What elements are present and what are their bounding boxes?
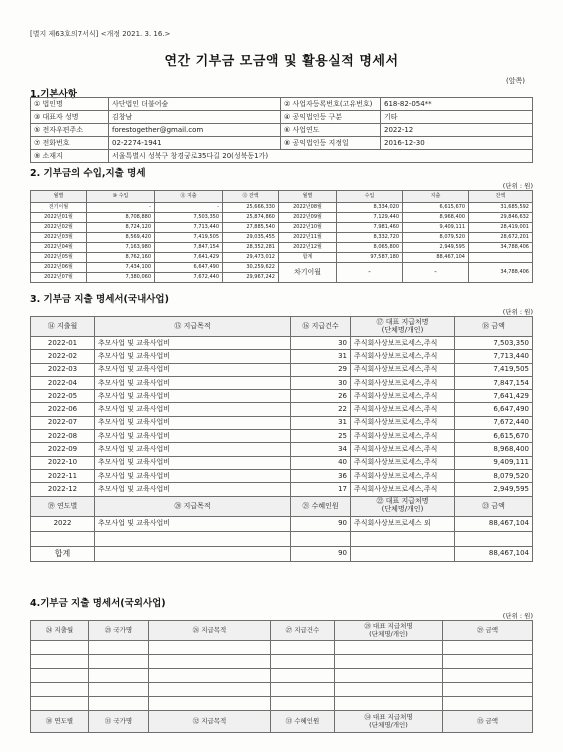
table-header-row <box>31 317 533 337</box>
purpose-cell: 추모사업 및 교육사업비 <box>95 350 291 363</box>
month-cell: 2022-05 <box>31 390 95 403</box>
month-cell: 2022년07월 <box>31 273 87 283</box>
balance-cell: 29,473,012 <box>223 253 279 263</box>
purpose-cell: 추모사업 및 교육사업비 <box>95 376 291 389</box>
field-label: ⑧ 공익법인등 지정일 <box>281 137 381 150</box>
payee-cell: 주식회사상보프로세스,주식 <box>351 350 455 363</box>
empty-cell <box>351 531 455 546</box>
month-cell: 2022-01 <box>31 337 95 350</box>
column-header <box>351 496 455 516</box>
table-header-row <box>31 621 533 641</box>
count-cell: 31 <box>291 416 351 429</box>
empty-cell <box>455 531 533 546</box>
payee-cell: 주식회사상보프로세스,주식 <box>351 430 455 443</box>
amount-cell: 7,503,350 <box>455 337 533 350</box>
field-value: 김창남 <box>109 111 281 124</box>
carry-over-balance: 34,788,406 <box>469 263 533 283</box>
balance-cell: 31,685,592 <box>469 203 533 213</box>
empty-cell <box>89 697 149 711</box>
income-cell: 7,129,440 <box>337 213 403 223</box>
count-cell: 31 <box>291 350 351 363</box>
front-label: (앞쪽) <box>506 77 525 85</box>
amount-cell: 7,713,440 <box>455 350 533 363</box>
income-cell: 8,708,880 <box>87 213 155 223</box>
column-header: ㉕ 국가명 <box>89 621 149 641</box>
field-value: 618-82-054** <box>381 98 533 111</box>
empty-cell <box>335 655 443 669</box>
table-row <box>31 655 533 669</box>
month-cell: 2022-12 <box>31 483 95 496</box>
month-cell: 2022년03월 <box>31 233 87 243</box>
empty-cell <box>149 683 271 697</box>
table-row <box>31 223 533 233</box>
basic-info-row <box>31 111 533 124</box>
domestic-expense-table <box>30 316 533 562</box>
table-header-row <box>31 711 533 733</box>
count-cell: 22 <box>291 403 351 416</box>
purpose-cell: 추모사업 및 교육사업비 <box>95 443 291 456</box>
purpose-cell: 추모사업 및 교육사업비 <box>95 416 291 429</box>
empty-cell <box>271 697 335 711</box>
month-cell: 2022년08월 <box>279 203 337 213</box>
count-cell: 30 <box>291 337 351 350</box>
payee-cell: 주식회사상보프로세스,주식 <box>351 376 455 389</box>
expense-cell: 2,949,595 <box>403 243 469 253</box>
payee-cell: 주식회사상보프로세스,주식 <box>351 363 455 376</box>
table-row <box>31 531 533 546</box>
column-header: ⑫ 잔액 <box>223 191 279 203</box>
empty-cell <box>271 683 335 697</box>
field-value: 사단법인 더불어숲 <box>109 98 281 111</box>
payee-cell: 주식회사상보프로세스,주식 <box>351 337 455 350</box>
empty-cell <box>335 683 443 697</box>
table-row <box>31 390 533 403</box>
amount-cell: 7,847,154 <box>455 376 533 389</box>
empty-cell <box>89 683 149 697</box>
table-row <box>31 363 533 376</box>
balance-cell: 29,035,455 <box>223 233 279 243</box>
column-header: ⑪ 지출 <box>155 191 223 203</box>
column-header: ㉛ 국가명 <box>89 711 149 733</box>
header-line: ⑰ 대표 지급처명 <box>376 317 429 326</box>
column-header <box>351 317 455 337</box>
month-cell: 2022-06 <box>31 403 95 416</box>
month-cell: 2022-04 <box>31 376 95 389</box>
table-row <box>31 430 533 443</box>
header-line: (단체명/개인) <box>369 629 408 638</box>
expense-cell: 7,641,429 <box>155 253 223 263</box>
field-label: ④ 공익법인등 구분 <box>281 111 381 124</box>
expense-cell: - <box>155 203 223 213</box>
expense-cell: 6,647,490 <box>155 263 223 273</box>
column-header: ㉟ 금액 <box>443 711 533 733</box>
column-header: 월별 <box>279 191 337 203</box>
total-label: 합계 <box>31 546 95 561</box>
field-value: 02-2274-1941 <box>109 137 281 150</box>
total-row <box>31 546 533 561</box>
table-row <box>31 516 533 531</box>
table-row <box>31 683 533 697</box>
table-row <box>31 243 533 253</box>
unit-label: (단위 : 원) <box>502 308 533 316</box>
month-cell: 2022년09월 <box>279 213 337 223</box>
header-line: ㉘ 대표 지급처명 <box>364 622 413 631</box>
section-3-heading: 3. 기부금 지출 명세서(국내사업) <box>30 294 169 305</box>
amount-cell: 88,467,104 <box>455 516 533 531</box>
column-header: ㉔ 지출월 <box>31 621 89 641</box>
expense-cell: 7,713,440 <box>155 223 223 233</box>
purpose-cell: 추모사업 및 교육사업비 <box>95 363 291 376</box>
column-header: ⑳ 지급목적 <box>95 496 291 516</box>
balance-cell: 29,967,242 <box>223 273 279 283</box>
column-header: 지출 <box>403 191 469 203</box>
payee-cell: 주식회사상보프로세스,주식 <box>351 416 455 429</box>
payee-cell: 주식회사상보프로세스,주식 <box>351 456 455 469</box>
month-cell: 2022-10 <box>31 456 95 469</box>
table-row <box>31 443 533 456</box>
column-header: ⑲ 연도별 <box>31 496 95 516</box>
column-header <box>335 711 443 733</box>
month-cell: 2022-09 <box>31 443 95 456</box>
month-cell: 2022-07 <box>31 416 95 429</box>
income-cell: 7,434,100 <box>87 263 155 273</box>
balance-cell: 27,885,540 <box>223 223 279 233</box>
table-row <box>31 483 533 496</box>
payee-cell: 주식회사상보프로세스,주식 <box>351 390 455 403</box>
basic-info-row <box>31 150 533 163</box>
purpose-cell: 추모사업 및 교육사업비 <box>95 483 291 496</box>
amount-cell: 7,419,505 <box>455 363 533 376</box>
empty-cell <box>149 641 271 655</box>
month-cell: 2022년01월 <box>31 213 87 223</box>
field-value: 2022-12 <box>381 124 533 137</box>
section-1-heading: 1.기본사항 <box>30 89 77 100</box>
empty-cell <box>31 655 89 669</box>
amount-cell: 9,409,111 <box>455 456 533 469</box>
income-cell: 8,334,020 <box>337 203 403 213</box>
table-row <box>31 213 533 223</box>
empty-cell <box>149 669 271 683</box>
payee-cell: 주식회사상보프로세스,주식 <box>351 403 455 416</box>
income-cell: 8,569,420 <box>87 233 155 243</box>
purpose-cell: 추모사업 및 교육사업비 <box>95 430 291 443</box>
expense-cell: 9,409,111 <box>403 223 469 233</box>
empty-cell <box>95 546 291 561</box>
month-cell: 2022년05월 <box>31 253 87 263</box>
field-label: ② 사업자등록번호(고유번호) <box>281 98 381 111</box>
expense-cell: 7,847,154 <box>155 243 223 253</box>
table-row <box>31 669 533 683</box>
expense-cell: 6,615,670 <box>403 203 469 213</box>
field-value: 기타 <box>381 111 533 124</box>
overseas-expense-table <box>30 620 533 733</box>
count-cell: 29 <box>291 363 351 376</box>
amount-cell: 8,968,400 <box>455 443 533 456</box>
month-cell: 2022년06월 <box>31 263 87 273</box>
balance-cell: 29,846,632 <box>469 213 533 223</box>
payee-cell: 주식회사상보프로세스,주식 <box>351 483 455 496</box>
header-line: ㉞ 대표 지급처명 <box>364 713 413 722</box>
column-header: ⑮ 지급목적 <box>95 317 291 337</box>
field-value: 2016-12-30 <box>381 137 533 150</box>
empty-cell <box>89 669 149 683</box>
amount-cell: 2,949,595 <box>455 483 533 496</box>
table-row <box>31 456 533 469</box>
income-cell: 7,981,460 <box>337 223 403 233</box>
column-header: ⑯ 지급건수 <box>291 317 351 337</box>
expense-cell: 7,672,440 <box>155 273 223 283</box>
table-row <box>31 350 533 363</box>
income-cell: 7,163,980 <box>87 243 155 253</box>
empty-cell <box>149 655 271 669</box>
income-cell: - <box>87 203 155 213</box>
column-header: ㉑ 수혜인원 <box>291 496 351 516</box>
table-row <box>31 203 533 213</box>
field-value: forestogether@gmail.com <box>109 124 281 137</box>
amount-cell: 8,079,520 <box>455 469 533 482</box>
count-cell: 17 <box>291 483 351 496</box>
count-cell: 36 <box>291 469 351 482</box>
expense-cell: 8,079,520 <box>403 233 469 243</box>
form-label: [별지 제63호의7서식] <개정 2021. 3. 16.> <box>30 30 171 38</box>
empty-cell <box>335 697 443 711</box>
count-cell: 25 <box>291 430 351 443</box>
empty-cell <box>31 531 95 546</box>
income-cell: 8,762,160 <box>87 253 155 263</box>
basic-info-row <box>31 137 533 150</box>
month-cell: 2022-03 <box>31 363 95 376</box>
field-label: ⑤ 전자우편주소 <box>31 124 109 137</box>
balance-cell: 28,672,201 <box>469 233 533 243</box>
empty-cell <box>89 641 149 655</box>
header-line: ㉒ 대표 지급처명 <box>376 497 429 506</box>
column-header: ㉗ 지급건수 <box>271 621 335 641</box>
purpose-cell: 추모사업 및 교육사업비 <box>95 337 291 350</box>
column-header: ㉚ 연도별 <box>31 711 89 733</box>
count-cell: 40 <box>291 456 351 469</box>
month-cell: 2022-11 <box>31 469 95 482</box>
column-header: ⑩ 수입 <box>87 191 155 203</box>
income-cell: 8,065,800 <box>337 243 403 253</box>
empty-cell <box>31 669 89 683</box>
month-cell: 2022년10월 <box>279 223 337 233</box>
table-row <box>31 263 533 273</box>
expense-cell: 8,968,400 <box>403 213 469 223</box>
empty-cell <box>271 655 335 669</box>
empty-cell <box>95 531 291 546</box>
empty-cell <box>443 655 533 669</box>
carry-over-expense: - <box>403 263 469 283</box>
count-cell: 26 <box>291 390 351 403</box>
carry-over-income: - <box>337 263 403 283</box>
field-label: ① 법인명 <box>31 98 109 111</box>
empty-cell <box>149 697 271 711</box>
basic-info-table <box>30 97 533 163</box>
table-row <box>31 469 533 482</box>
table-row <box>31 233 533 243</box>
table-row <box>31 376 533 389</box>
field-label: ⑦ 전화번호 <box>31 137 109 150</box>
basic-info-row <box>31 98 533 111</box>
empty-cell <box>271 669 335 683</box>
month-cell: 전기이월 <box>31 203 87 213</box>
month-cell: 2022년12월 <box>279 243 337 253</box>
empty-cell <box>443 669 533 683</box>
payee-cell: 주식회사상보프로세스,주식 <box>351 443 455 456</box>
payee-cell: 주식회사상보프로세스 외 <box>351 516 455 531</box>
section-4-heading: 4.기부금 지출 명세서(국외사업) <box>30 598 166 609</box>
income-expense-table <box>30 190 533 283</box>
unit-label: (단위 : 원) <box>502 612 533 620</box>
recipients-cell: 90 <box>291 516 351 531</box>
total-amount: 88,467,104 <box>455 546 533 561</box>
header-line: (단체명/개인) <box>381 505 424 514</box>
balance-cell: 25,874,860 <box>223 213 279 223</box>
table-row <box>31 641 533 655</box>
total-balance-cell <box>469 253 533 263</box>
empty-cell <box>31 697 89 711</box>
field-label: ⑥ 사업연도 <box>281 124 381 137</box>
column-header: ㉜ 지급목적 <box>149 711 271 733</box>
table-row <box>31 253 533 263</box>
table-header-row <box>31 496 533 516</box>
payee-cell: 주식회사상보프로세스,주식 <box>351 469 455 482</box>
table-header-row <box>31 191 533 203</box>
table-row <box>31 403 533 416</box>
balance-cell: 28,419,001 <box>469 223 533 233</box>
column-header: ㉝ 수혜인원 <box>271 711 335 733</box>
purpose-cell: 추모사업 및 교육사업비 <box>95 516 291 531</box>
empty-cell <box>335 669 443 683</box>
empty-cell <box>443 697 533 711</box>
empty-cell <box>271 641 335 655</box>
unit-label: (단위 : 원) <box>502 182 533 190</box>
balance-cell: 34,788,406 <box>469 243 533 253</box>
table-row <box>31 337 533 350</box>
count-cell: 34 <box>291 443 351 456</box>
empty-cell <box>31 641 89 655</box>
amount-cell: 6,615,670 <box>455 430 533 443</box>
total-income-cell: 97,587,180 <box>337 253 403 263</box>
balance-cell: 25,666,330 <box>223 203 279 213</box>
year-cell: 2022 <box>31 516 95 531</box>
month-cell: 2022-02 <box>31 350 95 363</box>
document-title: 연간 기부금 모금액 및 활용실적 명세서 <box>164 54 399 69</box>
header-line: (단체명/개인) <box>381 325 424 334</box>
header-line: (단체명/개인) <box>369 720 408 729</box>
column-header: ⑭ 지출월 <box>31 317 95 337</box>
empty-cell <box>89 655 149 669</box>
purpose-cell: 추모사업 및 교육사업비 <box>95 403 291 416</box>
total-count: 90 <box>291 546 351 561</box>
expense-cell: 7,503,350 <box>155 213 223 223</box>
income-cell: 8,332,720 <box>337 233 403 243</box>
column-header: ㉖ 지급목적 <box>149 621 271 641</box>
total-label-cell: 합계 <box>279 253 337 263</box>
column-header: 월별 <box>31 191 87 203</box>
amount-cell: 7,641,429 <box>455 390 533 403</box>
amount-cell: 6,647,490 <box>455 403 533 416</box>
balance-cell: 30,259,622 <box>223 263 279 273</box>
purpose-cell: 추모사업 및 교육사업비 <box>95 469 291 482</box>
month-cell: 2022년11월 <box>279 233 337 243</box>
month-cell: 2022-08 <box>31 430 95 443</box>
column-header: ㉓ 금액 <box>455 496 533 516</box>
amount-cell: 7,672,440 <box>455 416 533 429</box>
address-value: 서울특별시 성북구 창경궁로35다길 20(성북동1가) <box>109 150 533 163</box>
empty-cell <box>443 683 533 697</box>
expense-cell: 7,419,505 <box>155 233 223 243</box>
income-cell: 7,380,060 <box>87 273 155 283</box>
purpose-cell: 추모사업 및 교육사업비 <box>95 456 291 469</box>
empty-cell <box>31 683 89 697</box>
count-cell: 30 <box>291 376 351 389</box>
empty-cell <box>351 546 455 561</box>
column-header <box>335 621 443 641</box>
balance-cell: 28,352,281 <box>223 243 279 253</box>
column-header: ㉙ 금액 <box>443 621 533 641</box>
purpose-cell: 추모사업 및 교육사업비 <box>95 390 291 403</box>
column-header: 수입 <box>337 191 403 203</box>
month-cell: 2022년02월 <box>31 223 87 233</box>
section-2-heading: 2. 기부금의 수입,지출 명세 <box>30 168 146 179</box>
income-cell: 8,724,120 <box>87 223 155 233</box>
month-cell: 2022년04월 <box>31 243 87 253</box>
address-label: ⑨ 소재지 <box>31 150 109 163</box>
field-label: ③ 대표자 성명 <box>31 111 109 124</box>
total-expense-cell: 88,467,104 <box>403 253 469 263</box>
empty-cell <box>443 641 533 655</box>
carry-over-label: 차기이월 <box>279 263 337 283</box>
empty-cell <box>291 531 351 546</box>
basic-info-row <box>31 124 533 137</box>
empty-cell <box>335 641 443 655</box>
table-row <box>31 416 533 429</box>
column-header: 잔액 <box>469 191 533 203</box>
table-row <box>31 697 533 711</box>
column-header: ⑱ 금액 <box>455 317 533 337</box>
